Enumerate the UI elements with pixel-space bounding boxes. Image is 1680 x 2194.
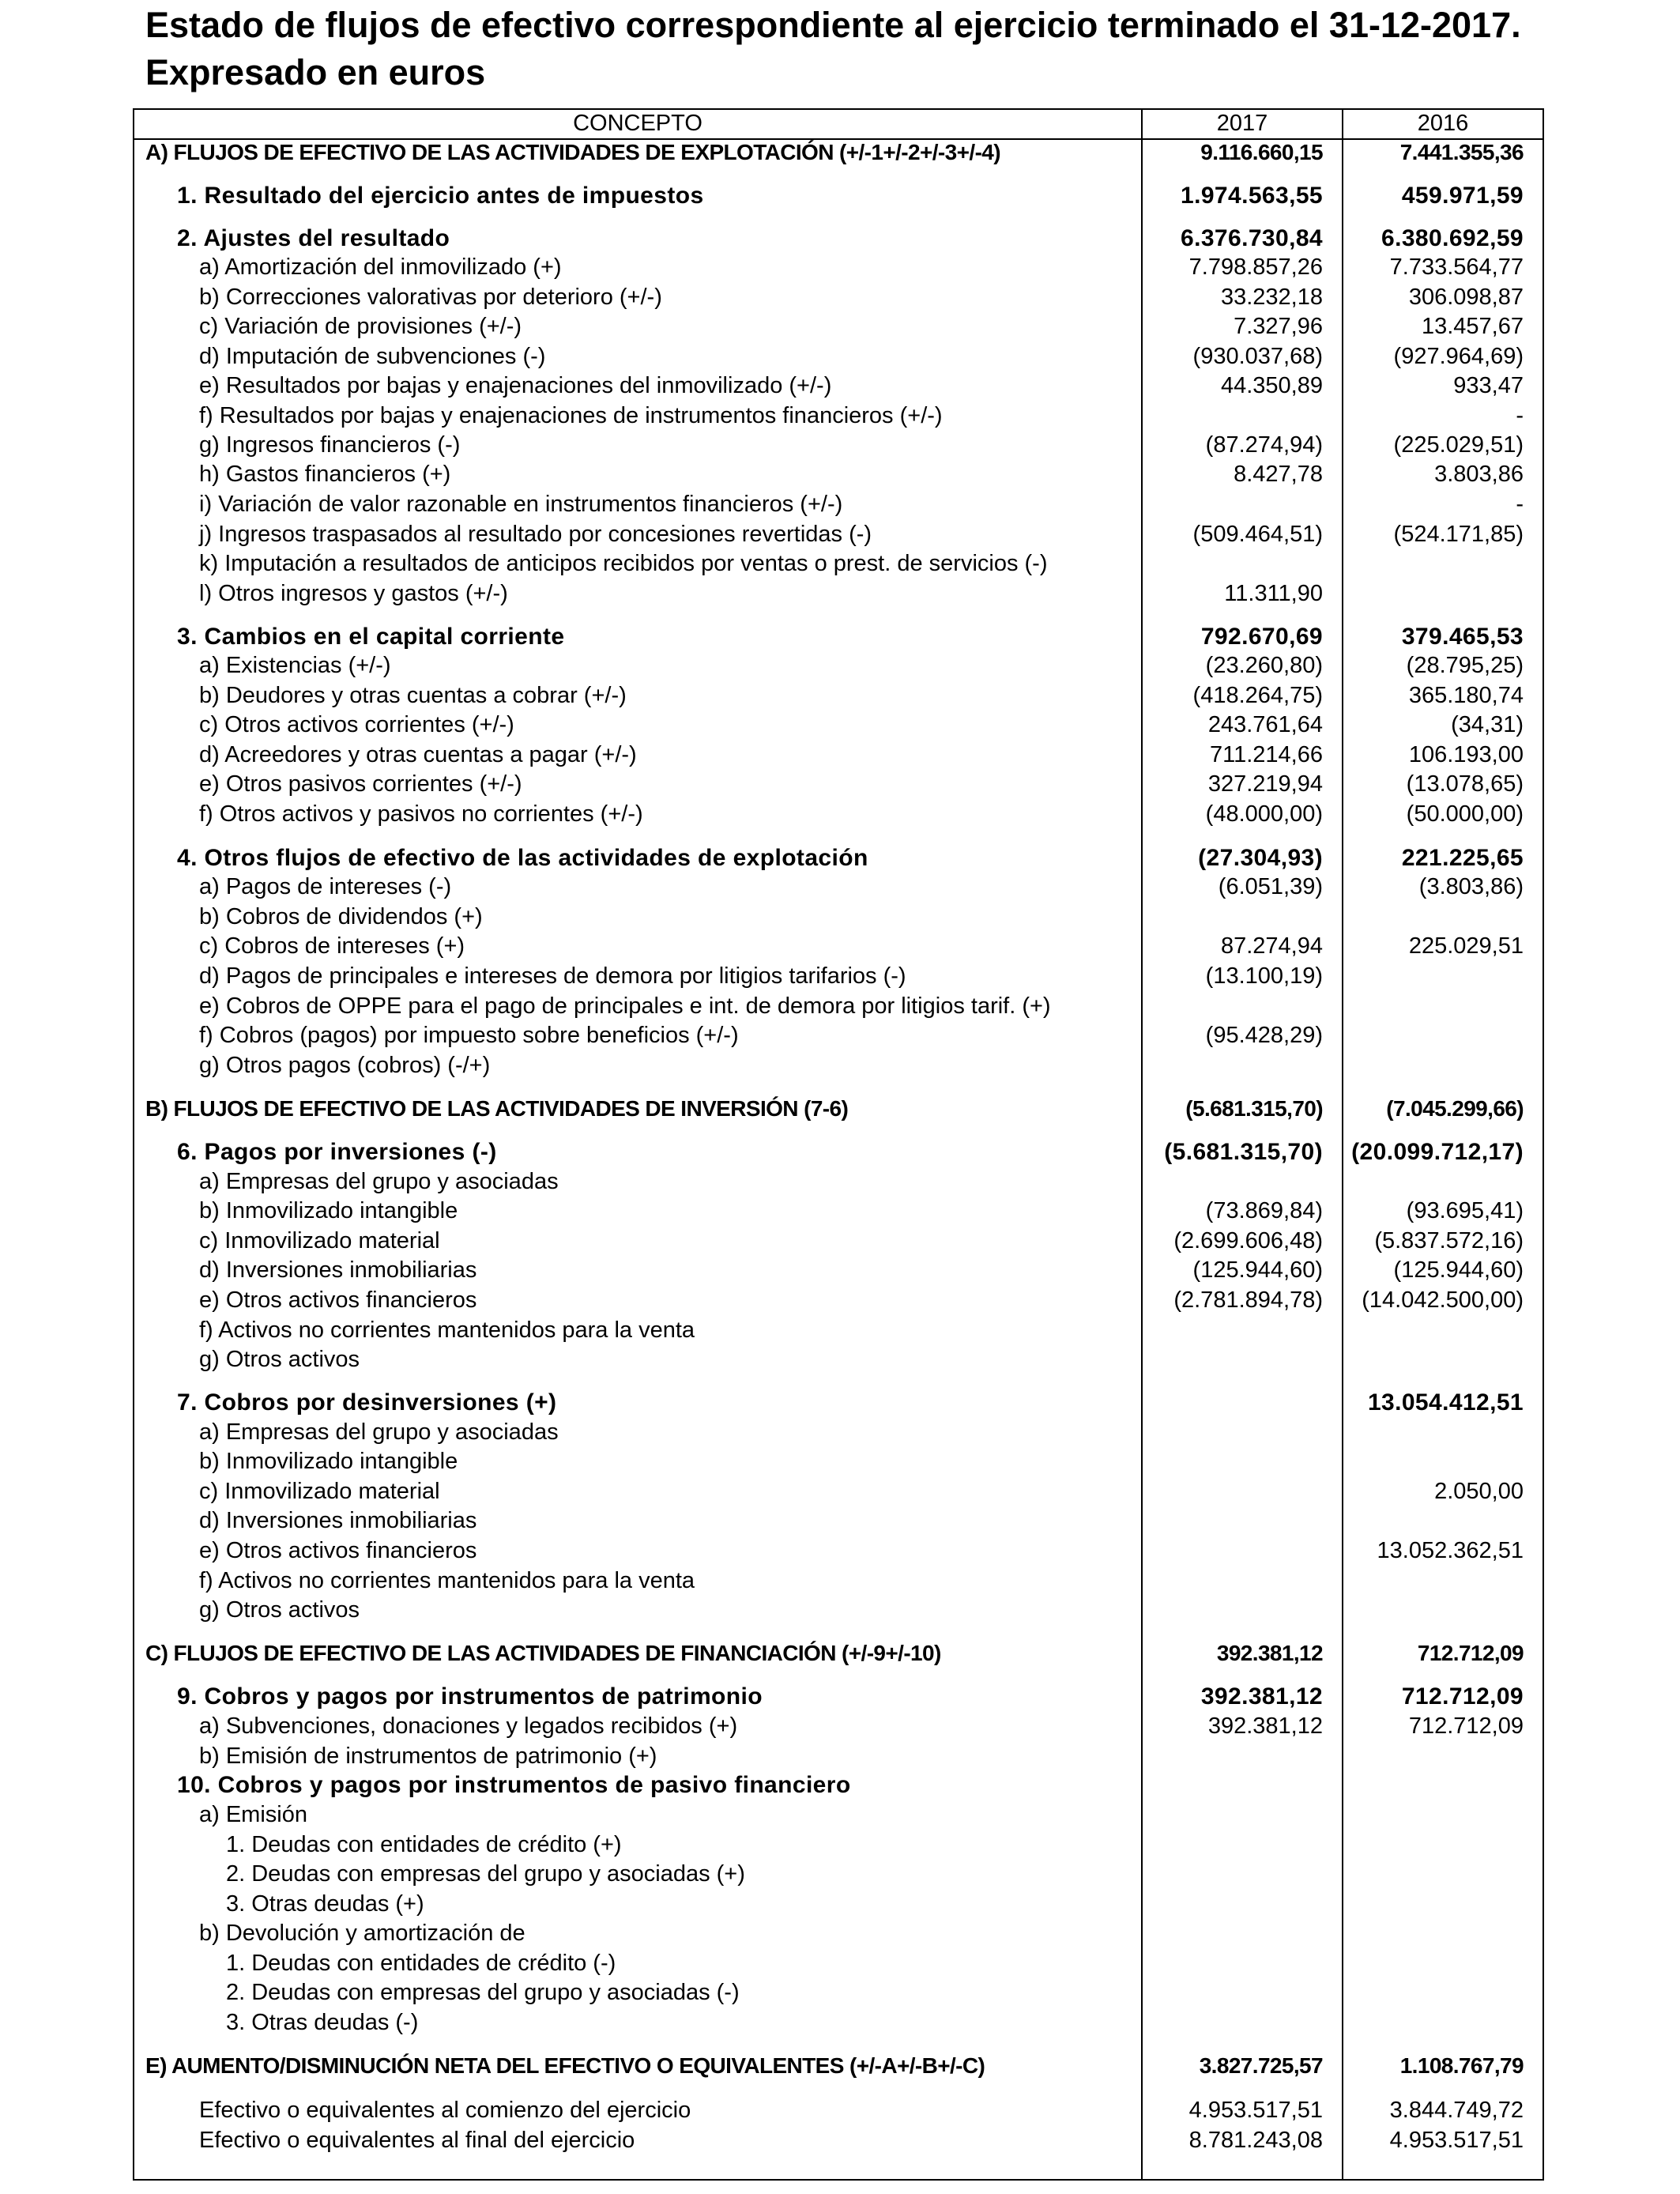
- row-value-2017: 11.311,90: [1224, 581, 1323, 606]
- table-row: [0, 1344, 1680, 1374]
- table-row: [0, 1285, 1680, 1315]
- table-row: [0, 1417, 1680, 1447]
- row-value-2017: (23.260,80): [1205, 653, 1323, 678]
- row-concept: e) Otros activos financieros: [199, 1538, 477, 1563]
- table-row: [0, 311, 1680, 341]
- row-value-2016: 6.380.692,59: [1381, 225, 1524, 251]
- table-row: [0, 459, 1680, 489]
- table-row: [0, 1388, 1680, 1418]
- row-value-2017: (48.000,00): [1205, 801, 1323, 827]
- table-row: [0, 1800, 1680, 1830]
- table-row: [0, 371, 1680, 401]
- table-row: [0, 1167, 1680, 1197]
- row-value-2016: 712.712,09: [1401, 1683, 1524, 1710]
- header-year-2016: 2016: [1417, 111, 1469, 136]
- row-concept: g) Otros activos: [199, 1347, 360, 1372]
- table-row: [0, 1255, 1680, 1285]
- row-concept: 7. Cobros por desinversiones (+): [177, 1389, 557, 1416]
- row-concept: 3. Otras deudas (+): [226, 1891, 424, 1917]
- row-concept: Efectivo o equivalentes al final del ejercicio: [199, 2128, 635, 2153]
- row-concept: a) Pagos de intereses (-): [199, 874, 452, 899]
- row-value-2017: 9.116.660,15: [1200, 140, 1323, 164]
- row-value-2016: 13.052.362,51: [1377, 1538, 1524, 1563]
- table-row: [0, 872, 1680, 902]
- row-concept: h) Gastos financieros (+): [199, 462, 451, 487]
- row-concept: c) Inmovilizado material: [199, 1228, 440, 1253]
- row-value-2017: 392.381,12: [1207, 1713, 1323, 1739]
- row-value-2016: (13.078,65): [1406, 771, 1524, 797]
- row-value-2017: (2.699.606,48): [1173, 1228, 1323, 1253]
- row-value-2017: 44.350,89: [1220, 373, 1323, 398]
- row-concept: f) Cobros (pagos) por impuesto sobre beneficios (+/-): [199, 1023, 739, 1048]
- table-row: [0, 1859, 1680, 1889]
- row-value-2017: 243.761,64: [1207, 712, 1323, 737]
- table-row: [0, 991, 1680, 1021]
- row-concept: d) Inversiones inmobiliarias: [199, 1508, 477, 1533]
- row-value-2017: 392.381,12: [1200, 1683, 1323, 1710]
- table-row: [0, 252, 1680, 282]
- table-row: [0, 1506, 1680, 1536]
- row-concept: f) Activos no corrientes mantenidos para la venta: [199, 1318, 695, 1343]
- table-row: [0, 1889, 1680, 1919]
- table-row: [0, 931, 1680, 961]
- row-value-2016: (927.964,69): [1393, 344, 1524, 369]
- table-row: [0, 1595, 1680, 1625]
- row-concept: b) Inmovilizado intangible: [199, 1198, 458, 1223]
- table-row: [0, 1196, 1680, 1226]
- row-value-2016: 3.803,86: [1434, 462, 1524, 487]
- table-row: [0, 282, 1680, 312]
- row-value-2017: 6.376.730,84: [1181, 225, 1323, 251]
- row-concept: d) Acreedores y otras cuentas a pagar (+/-): [199, 742, 637, 767]
- row-concept: c) Otros activos corrientes (+/-): [199, 712, 514, 737]
- table-row: [0, 1137, 1680, 1167]
- row-value-2017: (13.100,19): [1205, 963, 1323, 989]
- table-row: [0, 1446, 1680, 1476]
- row-value-2016: 1.108.767,79: [1399, 2053, 1524, 2078]
- row-concept: f) Activos no corrientes mantenidos para la venta: [199, 1568, 695, 1593]
- row-value-2017: 711.214,66: [1210, 742, 1323, 767]
- row-concept: j) Ingresos traspasados al resultado por concesiones revertidas (-): [199, 522, 872, 547]
- row-concept: 3. Otras deudas (-): [226, 2010, 419, 2035]
- row-value-2017: 87.274,94: [1220, 933, 1323, 959]
- row-value-2017: (95.428,29): [1205, 1023, 1323, 1048]
- row-value-2016: (34,31): [1451, 712, 1524, 737]
- row-concept: A) FLUJOS DE EFECTIVO DE LAS ACTIVIDADES DE EXPLOTACIÓN (+/-1+/-2+/-3+/-4): [145, 140, 1000, 164]
- row-value-2017: (125.944,60): [1192, 1257, 1323, 1283]
- row-value-2016: -: [1516, 403, 1524, 428]
- table-row: [0, 138, 1680, 168]
- row-concept: a) Empresas del grupo y asociadas: [199, 1419, 559, 1445]
- table-row: [0, 961, 1680, 991]
- table-row: [0, 519, 1680, 549]
- row-value-2016: (225.029,51): [1393, 432, 1524, 458]
- row-concept: 1. Deudas con entidades de crédito (+): [226, 1832, 622, 1857]
- row-concept: g) Ingresos financieros (-): [199, 432, 461, 458]
- table-row: [0, 769, 1680, 799]
- row-value-2016: (28.795,25): [1406, 653, 1524, 678]
- table-row: [0, 1977, 1680, 2007]
- row-value-2016: 365.180,74: [1408, 683, 1524, 708]
- table-row: [0, 1566, 1680, 1596]
- table-row: [0, 1226, 1680, 1256]
- row-concept: e) Cobros de OPPE para el pago de principales e int. de demora por litigios tarif. (+): [199, 993, 1051, 1019]
- row-concept: 9. Cobros y pagos por instrumentos de patrimonio: [177, 1683, 763, 1710]
- row-value-2016: 13.054.412,51: [1367, 1389, 1524, 1416]
- row-value-2016: 225.029,51: [1408, 933, 1524, 959]
- row-concept: c) Cobros de intereses (+): [199, 933, 465, 959]
- table-row: [0, 181, 1680, 211]
- row-value-2016: 106.193,00: [1408, 742, 1524, 767]
- table-row: [0, 2125, 1680, 2155]
- row-value-2016: (7.045.299,66): [1386, 1096, 1524, 1121]
- row-concept: f) Otros activos y pasivos no corrientes (+/-): [199, 801, 643, 827]
- row-concept: 2. Deudas con empresas del grupo y asociadas (+): [226, 1861, 745, 1887]
- row-value-2016: -: [1516, 492, 1524, 517]
- row-concept: a) Subvenciones, donaciones y legados recibidos (+): [199, 1713, 738, 1739]
- row-concept: g) Otros activos: [199, 1597, 360, 1623]
- row-value-2016: 459.971,59: [1401, 183, 1524, 209]
- table-row: [0, 1682, 1680, 1712]
- row-value-2016: 712.712,09: [1408, 1713, 1524, 1739]
- row-concept: 2. Deudas con empresas del grupo y asociadas (-): [226, 1980, 740, 2005]
- table-row: [0, 1020, 1680, 1050]
- row-value-2016: (20.099.712,17): [1351, 1139, 1524, 1165]
- row-concept: c) Variación de provisiones (+/-): [199, 314, 522, 339]
- row-value-2016: (3.803,86): [1418, 874, 1524, 899]
- row-concept: Efectivo o equivalentes al comienzo del ejercicio: [199, 2098, 691, 2123]
- table-row: [0, 1741, 1680, 1771]
- title-line-1: Estado de flujos de efectivo correspondiente al ejercicio terminado el 31-12-2017.: [145, 5, 1521, 45]
- table-row: [0, 1770, 1680, 1800]
- row-concept: a) Amortización del inmovilizado (+): [199, 254, 562, 280]
- row-value-2016: (93.695,41): [1406, 1198, 1524, 1223]
- table-row: [0, 740, 1680, 770]
- table-row: [0, 1094, 1680, 1124]
- table-row: [0, 1050, 1680, 1080]
- row-value-2016: (50.000,00): [1406, 801, 1524, 827]
- row-value-2017: 8.427,78: [1234, 462, 1323, 487]
- row-concept: c) Inmovilizado material: [199, 1479, 440, 1504]
- row-value-2016: (125.944,60): [1393, 1257, 1524, 1283]
- row-concept: d) Inversiones inmobiliarias: [199, 1257, 477, 1283]
- table-row: [0, 650, 1680, 680]
- row-value-2017: (6.051,39): [1218, 874, 1323, 899]
- row-concept: B) FLUJOS DE EFECTIVO DE LAS ACTIVIDADES DE INVERSIÓN (7-6): [145, 1096, 849, 1121]
- table-row: [0, 1830, 1680, 1860]
- row-concept: 1. Deudas con entidades de crédito (-): [226, 1951, 616, 1976]
- table-row: [0, 2051, 1680, 2081]
- table-row: [0, 799, 1680, 829]
- row-value-2017: 1.974.563,55: [1181, 183, 1323, 209]
- row-concept: a) Empresas del grupo y asociadas: [199, 1169, 559, 1194]
- row-concept: e) Otros activos financieros: [199, 1287, 477, 1313]
- row-value-2017: (418.264,75): [1192, 683, 1323, 708]
- row-concept: b) Devolución y amortización de: [199, 1921, 525, 1946]
- row-concept: 3. Cambios en el capital corriente: [177, 624, 565, 650]
- row-value-2017: (509.464,51): [1192, 522, 1323, 547]
- row-value-2016: (5.837.572,16): [1374, 1228, 1524, 1253]
- table-row: [0, 1315, 1680, 1345]
- row-value-2017: 7.327,96: [1234, 314, 1323, 339]
- row-value-2016: 933,47: [1453, 373, 1524, 398]
- row-concept: d) Imputación de subvenciones (-): [199, 344, 546, 369]
- row-value-2017: 7.798.857,26: [1188, 254, 1323, 280]
- row-concept: E) AUMENTO/DISMINUCIÓN NETA DEL EFECTIVO O EQUIVALENTES (+/-A+/-B+/-C): [145, 2053, 985, 2078]
- row-value-2016: 221.225,65: [1401, 845, 1524, 871]
- table-row: [0, 622, 1680, 652]
- table-row: [0, 1536, 1680, 1566]
- table-row: [0, 548, 1680, 579]
- table-row: [0, 430, 1680, 460]
- row-concept: l) Otros ingresos y gastos (+/-): [199, 581, 508, 606]
- row-value-2017: 33.232,18: [1220, 285, 1323, 310]
- row-concept: 1. Resultado del ejercicio antes de impuestos: [177, 183, 704, 209]
- row-concept: 2. Ajustes del resultado: [177, 225, 450, 251]
- row-value-2017: 8.781.243,08: [1188, 2128, 1323, 2153]
- table-row: [0, 401, 1680, 431]
- row-concept: a) Emisión: [199, 1802, 307, 1827]
- table-row: [0, 710, 1680, 740]
- header-year-2017: 2017: [1216, 111, 1268, 136]
- row-concept: k) Imputación a resultados de anticipos recibidos por ventas o prest. de servicios (-): [199, 551, 1048, 576]
- row-value-2016: (524.171,85): [1393, 522, 1524, 547]
- table-row: [0, 843, 1680, 873]
- row-value-2017: 392.381,12: [1216, 1641, 1323, 1665]
- row-concept: f) Resultados por bajas y enajenaciones de instrumentos financieros (+/-): [199, 403, 943, 428]
- title-line-2: Expresado en euros: [145, 52, 486, 92]
- row-value-2016: (14.042.500,00): [1362, 1287, 1524, 1313]
- row-concept: b) Cobros de dividendos (+): [199, 904, 483, 929]
- row-value-2016: 7.733.564,77: [1389, 254, 1524, 280]
- row-concept: b) Correcciones valorativas por deterioro (+/-): [199, 285, 662, 310]
- row-concept: C) FLUJOS DE EFECTIVO DE LAS ACTIVIDADES DE FINANCIACIÓN (+/-9+/-10): [145, 1641, 941, 1665]
- row-value-2017: 327.219,94: [1207, 771, 1323, 797]
- row-value-2016: 7.441.355,36: [1399, 140, 1524, 164]
- table-row: [0, 579, 1680, 609]
- row-concept: d) Pagos de principales e intereses de demora por litigios tarifarios (-): [199, 963, 906, 989]
- row-value-2016: 379.465,53: [1401, 624, 1524, 650]
- row-concept: 10. Cobros y pagos por instrumentos de pasivo financiero: [177, 1772, 851, 1798]
- row-value-2016: 13.457,67: [1421, 314, 1524, 339]
- row-value-2017: (5.681.315,70): [1185, 1096, 1323, 1121]
- table-row: [0, 2095, 1680, 2125]
- row-concept: b) Deudores y otras cuentas a cobrar (+/-): [199, 683, 627, 708]
- table-row: [0, 902, 1680, 932]
- row-value-2016: 712.712,09: [1417, 1641, 1524, 1665]
- row-value-2017: (27.304,93): [1198, 845, 1323, 871]
- row-concept: 4. Otros flujos de efectivo de las actividades de explotación: [177, 845, 868, 871]
- row-value-2017: (5.681.315,70): [1164, 1139, 1323, 1165]
- row-concept: 6. Pagos por inversiones (-): [177, 1139, 497, 1165]
- row-concept: i) Variación de valor razonable en instrumentos financieros (+/-): [199, 492, 843, 517]
- table-row: [0, 224, 1680, 254]
- table-row: [0, 680, 1680, 711]
- row-value-2017: 4.953.517,51: [1188, 2098, 1323, 2123]
- table-row: [0, 1476, 1680, 1506]
- row-value-2016: 2.050,00: [1434, 1479, 1524, 1504]
- table-row: [0, 1948, 1680, 1978]
- row-concept: g) Otros pagos (cobros) (-/+): [199, 1053, 491, 1078]
- table-row: [0, 341, 1680, 371]
- row-value-2017: (930.037,68): [1192, 344, 1323, 369]
- row-concept: e) Otros pasivos corrientes (+/-): [199, 771, 522, 797]
- row-concept: a) Existencias (+/-): [199, 653, 391, 678]
- row-value-2017: (2.781.894,78): [1173, 1287, 1323, 1313]
- row-concept: b) Emisión de instrumentos de patrimonio (+): [199, 1744, 657, 1769]
- table-row: [0, 1918, 1680, 1948]
- table-row: [0, 2007, 1680, 2038]
- table-row: [0, 1638, 1680, 1668]
- row-value-2017: 792.670,69: [1200, 624, 1323, 650]
- row-value-2016: 306.098,87: [1408, 285, 1524, 310]
- row-concept: b) Inmovilizado intangible: [199, 1449, 458, 1474]
- table-row: [0, 1711, 1680, 1741]
- row-value-2017: (73.869,84): [1205, 1198, 1323, 1223]
- table-row: [0, 489, 1680, 519]
- row-value-2016: 4.953.517,51: [1389, 2128, 1524, 2153]
- row-concept: e) Resultados por bajas y enajenaciones del inmovilizado (+/-): [199, 373, 832, 398]
- header-concept: CONCEPTO: [573, 111, 703, 136]
- row-value-2017: (87.274,94): [1205, 432, 1323, 458]
- row-value-2016: 3.844.749,72: [1389, 2098, 1524, 2123]
- row-value-2017: 3.827.725,57: [1199, 2053, 1323, 2078]
